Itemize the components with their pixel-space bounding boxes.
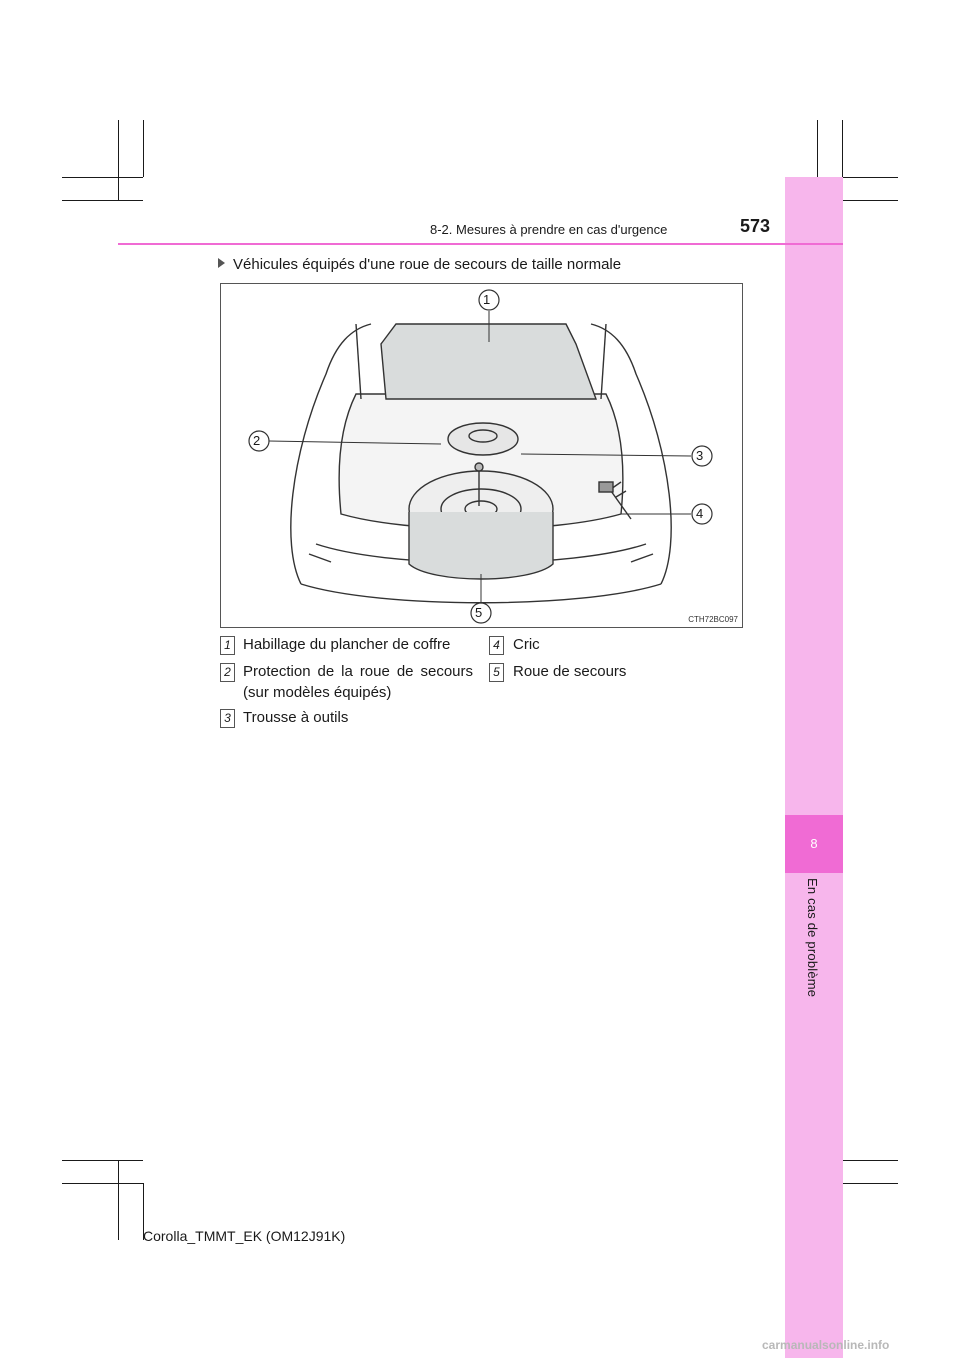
legend-badge-1: 1 <box>220 636 235 655</box>
legend-badge-5: 5 <box>489 663 504 682</box>
chapter-number: 8 <box>785 815 843 873</box>
legend-label-2 <box>243 661 473 703</box>
tool-kit <box>448 423 518 455</box>
crop-mark <box>842 200 898 201</box>
callout-2: 2 <box>253 433 261 448</box>
legend-badge-2: 2 <box>220 663 235 682</box>
legend-label-3: Trousse à outils <box>243 709 349 726</box>
page-number: 573 <box>740 216 771 236</box>
section-heading-text: Véhicules équipés d'une roue de secours de taille normale <box>233 256 622 273</box>
callout-5: 5 <box>475 605 483 620</box>
crop-mark <box>143 120 144 177</box>
header-section-title: 8-2. Mesures à prendre en cas d'urgence <box>430 222 668 237</box>
crop-mark <box>62 1183 143 1184</box>
figure-code: CTH72BC097 <box>688 615 738 624</box>
crop-mark <box>118 1160 119 1240</box>
legend-label-1: Habillage du plancher de coffre <box>243 636 451 653</box>
chapter-side-tab <box>785 177 843 1358</box>
callout-1: 1 <box>483 292 491 307</box>
footer-document-id: Corolla_TMMT_EK (OM12J91K) <box>143 1228 346 1244</box>
trunk-illustration <box>220 283 743 628</box>
chapter-label: En cas de problème <box>805 878 820 998</box>
header-rule <box>118 243 843 245</box>
watermark: carmanualsonline.info <box>762 1338 890 1352</box>
legend-badge-3: 3 <box>220 709 235 728</box>
callout-3: 3 <box>696 448 704 463</box>
crop-mark <box>62 1160 143 1161</box>
crop-mark <box>62 200 143 201</box>
section-heading <box>218 256 621 273</box>
triangle-bullet-icon <box>218 258 225 268</box>
legend-badge-4: 4 <box>489 636 504 655</box>
legend-label-2-line1: Protection de la roue de secours <box>243 663 473 680</box>
spare-wheel-cover <box>409 512 553 579</box>
legend-label-4: Cric <box>513 636 540 653</box>
crop-mark <box>842 177 898 178</box>
legend-label-5: Roue de secours <box>513 663 627 680</box>
crop-mark <box>842 120 843 177</box>
crop-mark <box>118 120 119 200</box>
crop-mark <box>62 177 143 178</box>
trunk-drawing <box>221 284 742 627</box>
callout-4: 4 <box>696 506 704 521</box>
legend-label-2-line2: (sur modèles équipés) <box>243 684 392 701</box>
